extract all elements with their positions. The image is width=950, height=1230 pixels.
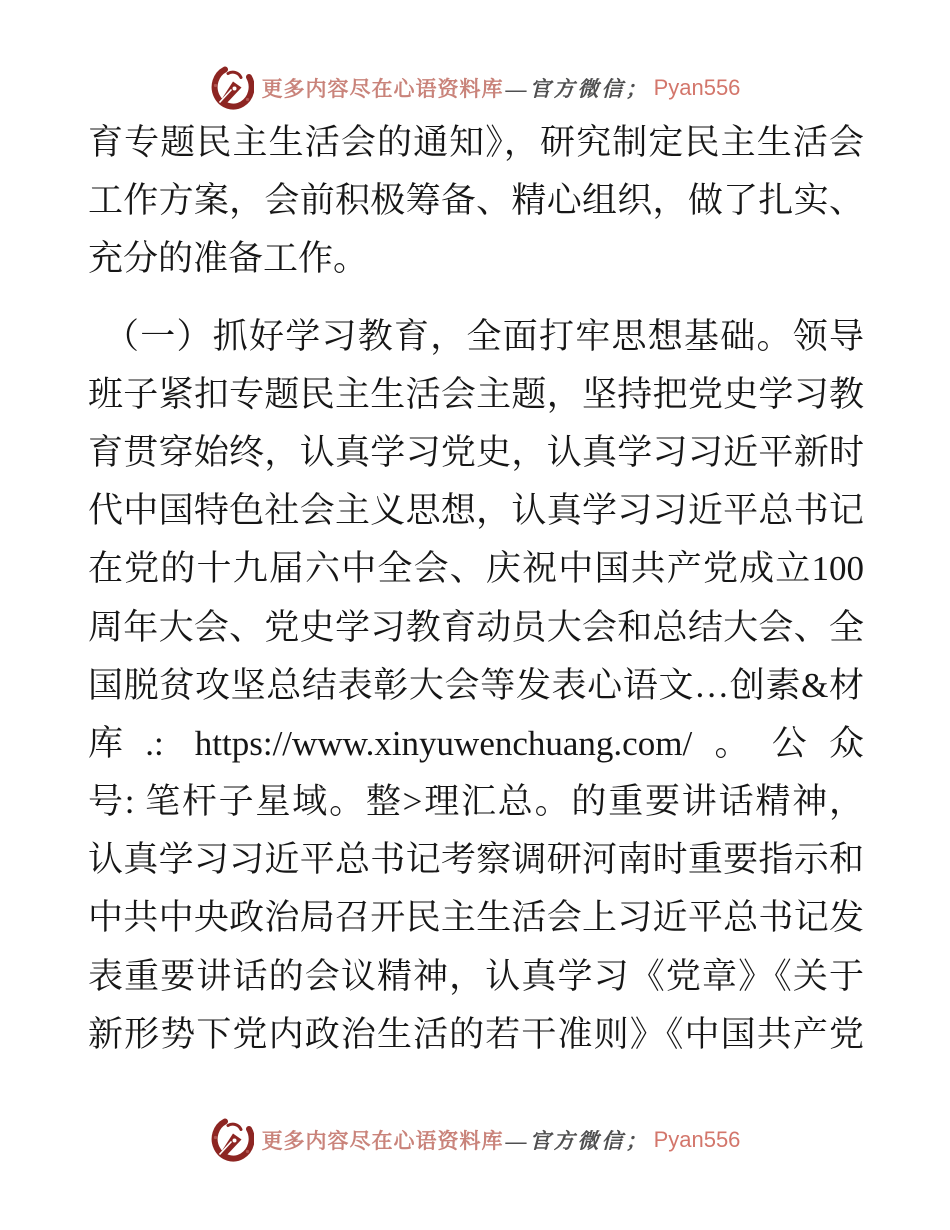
document-text (88, 114, 864, 1064)
watermark-wechat-id: Pyan556 (653, 75, 741, 100)
watermark-brand-text: 更多内容尽在心语资料库 (261, 77, 504, 101)
text-line: 班子紧扣专题民主生活会主题，坚持把党史学习教 (88, 374, 864, 414)
footer-watermark (0, 1116, 950, 1164)
text-line: 中共中央政治局召开民主生活会上习近平总书记发 (88, 898, 864, 938)
text-line: 育贯穿始终，认真学习党史，认真学习习近平新时 (88, 432, 864, 472)
text-line: 国脱贫攻坚总结表彰大会等发表心语文…创素&材 (88, 665, 864, 705)
text-line: （一）抓好学习教育，全面打牢思想基础。领导 (104, 316, 864, 356)
pen-logo-icon (210, 1116, 254, 1164)
paragraph (88, 114, 864, 289)
pen-logo-icon (210, 64, 254, 112)
text-line: 号: 笔杆子星域。整>理汇总。的重要讲话精神， (88, 782, 864, 822)
text-line: 育专题民主生活会的通知》，研究制定民主生活会 (88, 123, 864, 162)
text-line: 库.: https://www.xinyuwenchuang.com/。公众 (88, 723, 864, 763)
text-line: 代中国特色社会主义思想，认真学习习近平总书记 (88, 491, 864, 531)
text-line: 周年大会、党史学习教育动员大会和总结大会、全 (88, 607, 864, 647)
text-line: 新形势下党内政治生活的若干准则》《中国共产党 (88, 1014, 864, 1054)
header-watermark (0, 64, 950, 112)
text-line: 充分的准备工作。 (88, 239, 369, 279)
text-line: 在党的十九届六中全会、庆祝中国共产党成立100 (88, 549, 864, 589)
text-line: 表重要讲话的会议精神，认真学习《党章》《关于 (88, 956, 864, 996)
watermark-wechat-label: —官方微信； (505, 1129, 650, 1153)
text-line: 工作方案，会前积极筹备、精心组织，做了扎实、 (88, 181, 864, 221)
paragraph (88, 308, 864, 1064)
watermark-wechat-id: Pyan556 (653, 1127, 741, 1152)
watermark-brand-text: 更多内容尽在心语资料库 (261, 1129, 504, 1153)
text-line: 认真学习习近平总书记考察调研河南时重要指示和 (88, 840, 864, 880)
watermark-wechat-label: —官方微信； (505, 77, 650, 101)
